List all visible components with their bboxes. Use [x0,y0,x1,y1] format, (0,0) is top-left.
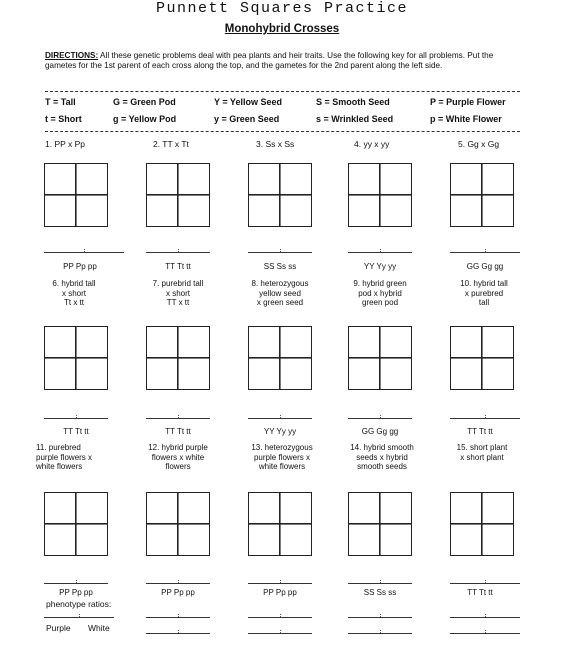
punnett-square-6[interactable] [44,326,108,390]
punnett-square-9[interactable] [348,326,412,390]
phenotype-ratios-label: phenotype ratios: [46,599,112,609]
phenotype-blank-14b[interactable] [348,633,412,634]
phenotype-blank-12b[interactable] [146,633,210,634]
problem-14: 14. hybrid smooth seeds x hybrid smooth seeds [350,443,414,472]
punnett-square-7[interactable] [146,326,210,390]
genotype-row: PP Pp pp [263,588,297,597]
problem-2: 2. TT x Tt [153,139,189,149]
key-yellow-pod: g = Yellow Pod [113,114,177,124]
phenotype-blank-14[interactable] [348,617,412,618]
problem-4: 4. yy x yy [354,139,390,149]
punnett-square-5[interactable] [450,163,514,227]
genotype-row: PP Pp pp [161,588,195,597]
phenotype-blank-11[interactable] [44,617,114,618]
genotype-row: TT Tt tt [165,427,191,436]
ratio-blank-13[interactable] [248,583,312,584]
genotype-row: PP Pp pp [59,588,93,597]
page-subtitle: Monohybrid Crosses [224,23,340,35]
problem-6: 6. hybrid tall x short Tt x tt [52,279,96,308]
white-label: White [88,623,110,633]
phenotype-blank-12[interactable] [146,617,210,618]
punnett-square-4[interactable] [348,163,412,227]
phenotype-blank-15[interactable] [450,617,520,618]
problem-13: 13. heterozygous purple flowers x white flowers [251,443,313,472]
ratio-blank-11[interactable] [44,583,108,584]
genotype-row: SS Ss ss [263,262,297,271]
genotype-row: YY Yy yy [263,427,297,436]
ratio-blank-1[interactable] [44,252,124,253]
ratio-blank-10[interactable] [450,418,520,419]
ratio-blank-14[interactable] [348,583,412,584]
key-smooth-seed: S = Smooth Seed [316,97,390,107]
key-short: t = Short [45,114,82,124]
ratio-blank-7[interactable] [146,418,210,419]
divider [45,131,520,132]
genotype-row: SS Ss ss [363,588,397,597]
punnett-square-1[interactable] [44,163,108,227]
key-white-flower: p = White Flower [430,114,502,124]
punnett-square-2[interactable] [146,163,210,227]
key-wrinkled-seed: s = Wrinkled Seed [316,114,394,124]
problem-7: 7. purebrid tall x short TT x tt [152,279,204,308]
divider [45,91,520,92]
punnett-square-14[interactable] [348,492,412,556]
ratio-blank-3[interactable] [248,252,312,253]
genotype-row: TT Tt tt [63,427,89,436]
purple-label: Purple [46,623,71,633]
genotype-row: GG Gg gg [466,262,504,271]
ratio-blank-2[interactable] [146,252,210,253]
problem-8: 8. heterozygous yellow seed x green seed [251,279,309,308]
key-yellow-seed: Y = Yellow Seed [214,97,282,107]
ratio-blank-15[interactable] [450,583,520,584]
directions-label: DIRECTIONS: [45,51,99,60]
problem-15: 15. short plant x short plant [456,443,508,462]
phenotype-blank-15b[interactable] [450,633,520,634]
punnett-square-15[interactable] [450,492,514,556]
punnett-square-11[interactable] [44,492,108,556]
ratio-blank-9[interactable] [348,418,412,419]
punnett-square-8[interactable] [248,326,312,390]
directions-text: All these genetic problems deal with pea plants and heir traits. Use the following key for all problems. Put the gametes for the 1st parent of each cross along the top, and the gametes for the 2nd parent along the left side. [45,51,494,71]
ratio-blank-6[interactable] [44,418,108,419]
problem-12: 12. hybrid purple flowers x white flowers [148,443,208,472]
ratio-blank-12[interactable] [146,583,210,584]
problem-5: 5. Gg x Gg [458,139,500,149]
ratio-blank-4[interactable] [348,252,412,253]
punnett-square-10[interactable] [450,326,514,390]
phenotype-blank-13[interactable] [248,617,312,618]
genotype-row: GG Gg gg [361,427,399,436]
punnett-square-3[interactable] [248,163,312,227]
ratio-blank-5[interactable] [450,252,520,253]
genotype-row: TT Tt tt [165,262,191,271]
key-purple-flower: P = Purple Flower [430,97,506,107]
key-green-pod: G = Green Pod [113,97,176,107]
problem-1: 1. PP x Pp [45,139,86,149]
problem-3: 3. Ss x Ss [256,139,295,149]
punnett-square-13[interactable] [248,492,312,556]
problem-10: 10. hybrid tall x purebred tall [460,279,508,308]
directions [45,51,523,71]
problem-11: 11. purebred purple flowers x white flowers [36,443,93,472]
key-green-seed: y = Green Seed [214,114,280,124]
genotype-row: TT Tt tt [467,427,493,436]
genotype-row: YY Yy yy [363,262,397,271]
ratio-blank-8[interactable] [248,418,312,419]
problem-9: 9. hybrid green pod x hybrid green pod [353,279,407,308]
punnett-square-12[interactable] [146,492,210,556]
genotype-row: PP Pp pp [63,262,97,271]
page-title: Punnett Squares Practice [155,0,409,17]
phenotype-blank-13b[interactable] [248,633,312,634]
key-tall: T = Tall [45,97,76,107]
genotype-row: TT Tt tt [467,588,493,597]
